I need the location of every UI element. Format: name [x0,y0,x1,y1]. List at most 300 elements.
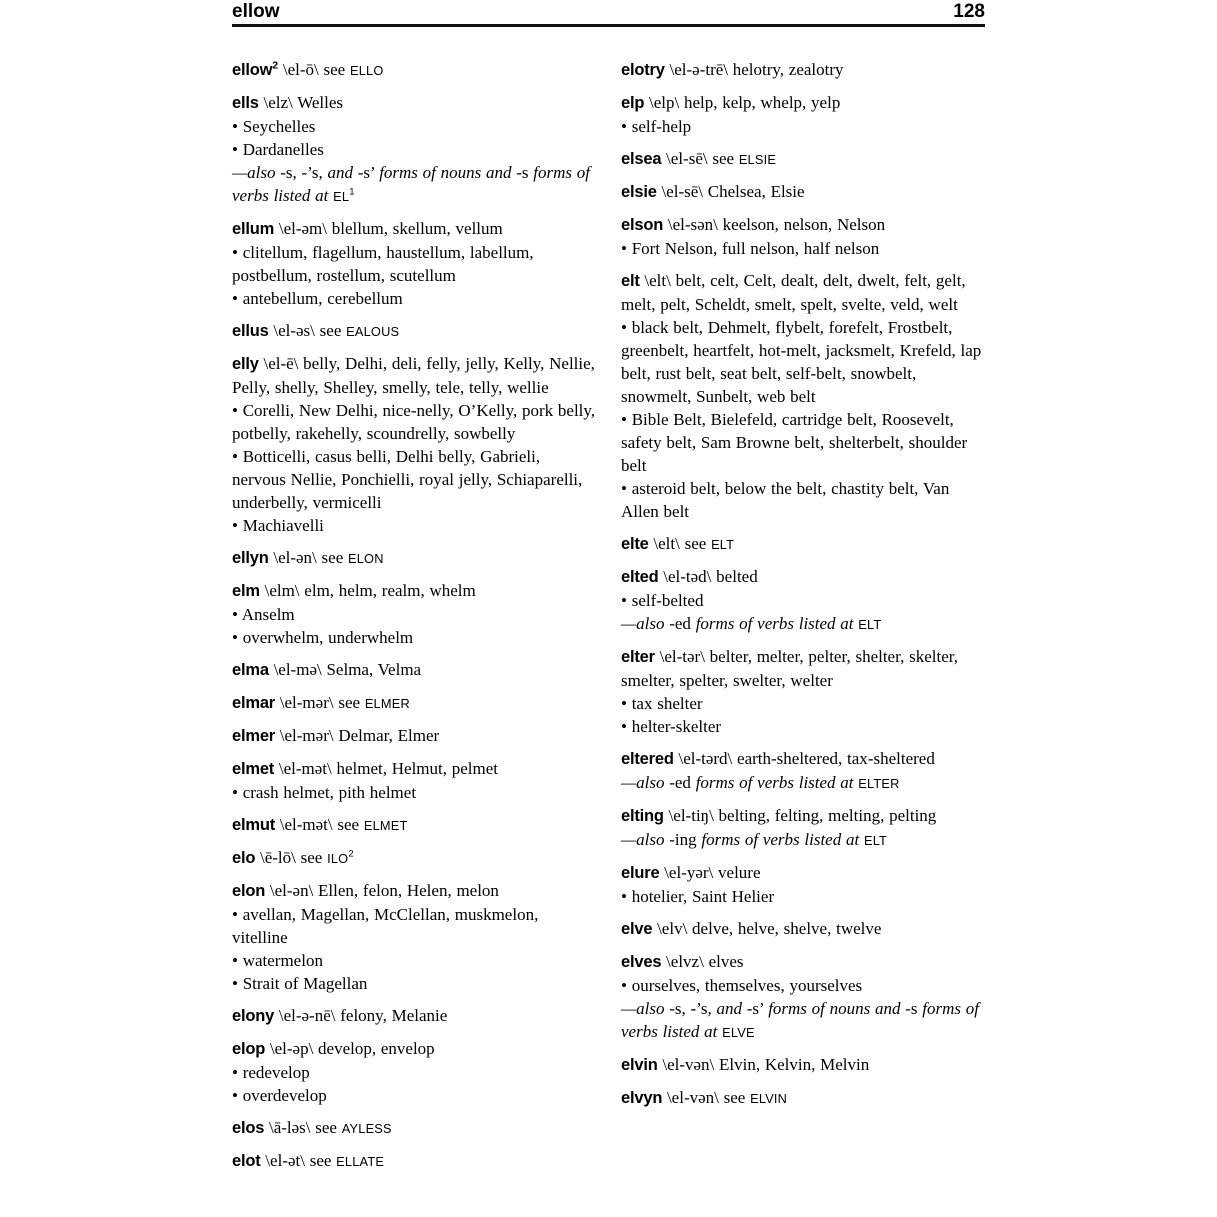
headword: elted [621,567,659,586]
body-text: avellan, Magellan, McClellan, muskmelon, vitelline [232,904,539,947]
headword: elvin [621,1055,658,1074]
headword: elma [232,660,269,679]
body-text: Selma, Velma [326,659,422,679]
headword: elot [232,1151,261,1170]
bullet-marker: • [232,782,243,802]
cross-reference: ELVE [722,1024,755,1040]
pronunciation: \el-ən\ [268,547,322,567]
body-text: overwhelm, underwhelm [242,627,414,647]
headword: elson [621,215,664,234]
bullet-marker: • [621,238,632,258]
body-text: elves [708,951,744,971]
entry-main-line [232,1149,597,1173]
entry-main-line [621,917,986,941]
headword: ellus [232,321,269,340]
dictionary-entry [621,861,986,908]
body-text: help, kelp, whelp, yelp [683,92,841,112]
body-text: see [321,547,348,567]
bullet-line [621,408,986,477]
body-text: belting, felting, melting, pelting [718,805,937,825]
entry-main-line [232,691,597,715]
entry-main-line [621,58,986,82]
entry-main-line [232,658,597,682]
headword: elmer [232,726,276,745]
body-text: watermelon [242,950,323,970]
pronunciation: \el-mər\ [275,725,339,745]
dictionary-entry [621,1053,986,1077]
body-text: -ing [669,829,702,849]
dictionary-entry [621,91,986,138]
bullet-line [621,589,986,612]
dictionary-entry [232,724,597,748]
pronunciation: \el-əs\ [268,320,320,340]
pronunciation: \el-ō\ [278,59,324,79]
body-text: asteroid belt, below the belt, chastity belt, Van Allen belt [621,478,950,521]
body-text: helotry, zealotry [732,59,844,79]
entry-main-line [621,565,986,589]
entry-main-line [232,1037,597,1061]
cross-reference: ELTER [858,775,900,791]
dictionary-entry [621,532,986,556]
headword: elos [232,1118,265,1137]
pronunciation: \el-tər\ [654,646,710,666]
body-text: Chelsea, Elsie [707,181,805,201]
italic-note-text: —also [621,998,670,1018]
bullet-line [232,138,597,161]
dictionary-entry [621,565,986,636]
pronunciation: \el-mət\ [274,758,337,778]
entry-main-line [621,861,986,885]
also-note-line [621,997,986,1044]
bullet-marker: • [232,288,243,308]
dictionary-entry [232,58,597,82]
body-text: see [323,59,350,79]
bullet-line [232,972,597,995]
dictionary-entry [232,546,597,570]
cross-reference: EALOUS [346,323,400,339]
body-text: helter-skelter [631,716,722,736]
dictionary-entry [232,1004,597,1028]
body-text: delve, helve, shelve, twelve [692,918,882,938]
headword: elsea [621,149,662,168]
cross-reference: ELMER [364,695,410,711]
bullet-marker: • [621,116,632,136]
body-text: -s, -’s, [280,162,328,182]
bullet-marker: • [621,886,632,906]
entry-main-line [232,319,597,343]
right-column [621,58,986,1182]
body-text: belter, melter, pelter, shelter, skelter, smelter, spelter, swelter, welter [621,646,958,690]
entry-main-line [232,879,597,903]
dictionary-entry [621,1086,986,1110]
body-text: tax shelter [631,693,703,713]
entry-main-line [621,1053,986,1077]
entry-main-line [232,757,597,781]
bullet-line [621,477,986,523]
pronunciation: \el-ē\ [258,353,304,373]
dictionary-entry [232,658,597,682]
also-note-line [621,612,986,636]
body-text: develop, envelop [318,1038,435,1058]
bullet-line [232,287,597,310]
bullet-marker: • [232,242,243,262]
italic-note-text: forms of verbs listed at [695,613,859,633]
body-text: see [309,1150,337,1170]
bullet-marker: • [621,693,632,713]
entry-main-line [232,91,597,115]
dictionary-entry [232,691,597,715]
dictionary-entry [232,1037,597,1107]
page-number: 128 [953,1,985,22]
headword: elm [232,581,260,600]
pronunciation: \el-mət\ [275,814,338,834]
dictionary-entry [621,950,986,1044]
also-note-line [232,161,597,208]
italic-note-text: forms of verbs listed at [621,998,980,1041]
bullet-line [232,1084,597,1107]
pronunciation: \el-sən\ [663,214,723,234]
headword: eltered [621,749,674,768]
pronunciation: \elz\ [258,92,298,112]
body-text: see [315,1117,342,1137]
cross-reference: ELVIN [750,1090,788,1106]
dictionary-entry [621,147,986,171]
bullet-line [621,885,986,908]
bullet-line [232,949,597,972]
headword: elter [621,647,655,666]
bullet-marker: • [232,627,243,647]
body-text: elm, helm, realm, whelm [304,580,476,600]
body-text: Seychelles [242,116,316,136]
bullet-marker: • [621,716,632,736]
italic-note-text: and [716,998,747,1018]
headword: elon [232,881,266,900]
headword: elmar [232,693,276,712]
bullet-marker: • [621,478,632,498]
body-text: Dardanelles [242,139,324,159]
body-text: Anselm [241,604,295,624]
dictionary-entry [621,269,986,523]
header-rule [232,24,985,27]
dictionary-entry [621,917,986,941]
entry-main-line [621,532,986,556]
headword: elves [621,952,662,971]
pronunciation: \elv\ [652,918,693,938]
dictionary-entry [232,879,597,995]
pronunciation: \ē-lō\ [255,847,301,867]
dictionary-entry [232,217,597,310]
headword: elure [621,863,660,882]
headword: ellow [232,60,273,79]
bullet-marker: • [232,116,243,136]
pronunciation: \el-ən\ [265,880,319,900]
cross-reference: AYLESS [341,1120,392,1136]
entry-main-line [621,147,986,171]
body-text: -s’ [357,162,380,182]
pronunciation: \el-təd\ [658,566,717,586]
dictionary-entry [232,579,597,649]
pronunciation: \el-vən\ [662,1087,724,1107]
bullet-line [621,974,986,997]
body-text: helmet, Helmut, pelmet [336,758,498,778]
pronunciation: \el-vən\ [657,1054,720,1074]
body-text: belted [716,566,758,586]
italic-note-text: forms of verbs listed at [701,829,864,849]
body-text: see [723,1087,751,1107]
bullet-marker: • [232,604,242,624]
guide-word: ellow [232,1,280,22]
body-text: hotelier, Saint Helier [631,886,775,906]
body-text: keelson, nelson, Nelson [722,214,886,234]
cross-reference: ELLATE [336,1153,385,1169]
bullet-line [232,603,597,626]
dictionary-entry [232,352,597,537]
entry-main-line [621,950,986,974]
pronunciation: \el-sē\ [661,148,713,168]
dictionary-entry [621,213,986,260]
entry-main-line [621,180,986,204]
body-text: Welles [297,92,344,112]
italic-note-text: forms of verbs listed at [232,162,591,205]
dictionary-entry [621,747,986,795]
entry-main-line [621,91,986,115]
dictionary-entry [232,757,597,804]
pronunciation: \ā-ləs\ [264,1117,316,1137]
cross-reference: ELLO [349,62,384,78]
entry-main-line [621,269,986,316]
dictionary-entry [232,319,597,343]
bullet-marker: • [621,975,632,995]
entry-main-line [232,58,597,82]
pronunciation: \el-ə-trē\ [664,59,733,79]
dictionary-entry [232,813,597,837]
bullet-marker: • [232,904,243,924]
entry-main-line [621,645,986,692]
bullet-marker: • [232,139,243,159]
headword: elop [232,1039,266,1058]
body-text: Ellen, felon, Helen, melon [318,880,499,900]
pronunciation: \el-mə\ [268,659,327,679]
dictionary-entry [621,180,986,204]
dictionary-page [232,0,985,1182]
cross-reference: ILO [327,850,349,866]
body-text: -s [516,162,534,182]
body-text: blellum, skellum, vellum [331,218,503,238]
body-text: Strait of Magellan [242,973,368,993]
pronunciation: \el-ət\ [260,1150,310,1170]
headword: elotry [621,60,665,79]
cross-reference: ELT [863,832,888,848]
dictionary-entry [621,645,986,738]
dictionary-entry [232,1149,597,1173]
body-text: see [300,847,328,867]
cross-reference: ELT [711,536,735,552]
body-text: crash helmet, pith helmet [242,782,417,802]
body-text: -s [905,998,923,1018]
bullet-marker: • [621,409,632,429]
pronunciation: \el-əp\ [265,1038,319,1058]
bullet-marker: • [232,973,243,993]
headword: ells [232,93,259,112]
italic-note-text: forms of nouns and [379,162,517,182]
pronunciation: \elm\ [259,580,305,600]
bullet-line [621,237,986,260]
pronunciation: \el-əm\ [274,218,332,238]
body-text: -s, -’s, [669,998,717,1018]
bullet-marker: • [232,950,243,970]
pronunciation: \el-tərd\ [673,748,738,768]
dictionary-entry [621,804,986,852]
body-text: belt, celt, Celt, dealt, delt, dwelt, felt, gelt, melt, pelt, Scheldt, smelt, spelt, svelte, veld, welt [621,270,966,314]
headword: elt [621,271,640,290]
pronunciation: \elt\ [639,270,676,290]
headword: elo [232,848,256,867]
bullet-marker: • [621,317,632,337]
pronunciation: \el-mər\ [275,692,339,712]
italic-note-text: forms of nouns and [768,998,906,1018]
bullet-line [232,445,597,514]
body-text: see [338,692,365,712]
body-text: clitellum, flagellum, haustellum, labellum, postbellum, rostellum, scutellum [232,242,534,285]
pronunciation: \elt\ [648,533,685,553]
bullet-line [621,692,986,715]
headword: elmut [232,815,276,834]
cross-reference: EL [333,188,350,204]
bullet-line [232,241,597,287]
bullet-line [232,626,597,649]
columns-container [232,58,985,1182]
bullet-line [232,903,597,949]
also-note-line [621,828,986,852]
cross-reference: ELMET [363,817,408,833]
entry-main-line [232,579,597,603]
headword: elmet [232,759,275,778]
cross-reference: ELT [858,616,882,632]
dictionary-entry [232,91,597,208]
body-text: see [319,320,347,340]
body-text: Elvin, Kelvin, Melvin [719,1054,870,1074]
body-text: ourselves, themselves, yourselves [631,975,863,995]
body-text: see [337,814,364,834]
headword: elte [621,534,649,553]
pronunciation: \el-ə-nē\ [274,1005,341,1025]
entry-main-line [232,813,597,837]
body-text: Delmar, Elmer [338,725,440,745]
body-text: Fort Nelson, full nelson, half nelson [631,238,880,258]
dictionary-entry [232,846,597,870]
bullet-line [232,1061,597,1084]
entry-main-line [232,724,597,748]
italic-note-text: —also [232,162,281,182]
bullet-marker: • [232,1062,243,1082]
cross-reference: ELON [348,550,384,566]
body-text: self-help [631,116,692,136]
headword: elsie [621,182,657,201]
dictionary-entry [232,1116,597,1140]
body-text: Botticelli, casus belli, Delhi belly, Gabrieli, nervous Nellie, Ponchielli, royal jelly, Schiaparelli, underbelly, vermicelli [232,446,583,512]
entry-main-line [232,846,597,870]
page-header [232,2,985,24]
body-text: earth-sheltered, tax-sheltered [737,748,935,768]
headword: elp [621,93,645,112]
headword: elony [232,1006,275,1025]
entry-main-line [232,1004,597,1028]
body-text: see [712,148,739,168]
body-text: redevelop [242,1062,310,1082]
headword: elve [621,919,653,938]
bullet-line [232,781,597,804]
body-text: self-belted [631,590,704,610]
body-text: black belt, Dehmelt, flybelt, forefelt, Frostbelt, greenbelt, heartfelt, hot-melt, jacksmelt, Krefeld, lap belt, rust belt, seat belt, self-belt, snowbelt, snowmelt, Sunbelt, web belt [621,317,982,406]
also-note-line [621,771,986,795]
pronunciation: \elvz\ [661,951,709,971]
body-text: Bible Belt, Bielefeld, cartridge belt, Roosevelt, safety belt, Sam Browne belt, shelterbelt, shoulder belt [621,409,968,475]
body-text: Corelli, New Delhi, nice-nelly, O’Kelly, pork belly, potbelly, rakehelly, scoundrelly, sowbelly [232,400,596,443]
entry-main-line [232,352,597,399]
entry-main-line [621,804,986,828]
bullet-marker: • [232,400,243,420]
italic-note-text: —also [621,829,670,849]
cross-reference-superscript: 2 [348,847,354,859]
italic-note-text: and [327,162,358,182]
body-text: overdevelop [242,1085,327,1105]
body-text: -ed [669,613,696,633]
body-text: -s’ [746,998,769,1018]
pronunciation: \elp\ [644,92,684,112]
italic-note-text: —also [621,772,670,792]
bullet-marker: • [232,446,243,466]
bullet-line [232,115,597,138]
headword: ellum [232,219,275,238]
body-text: antebellum, cerebellum [242,288,403,308]
headword: elvyn [621,1088,663,1107]
pronunciation: \el-tiŋ\ [663,805,719,825]
bullet-marker: • [232,1085,243,1105]
body-text: see [684,533,712,553]
cross-reference-superscript: 1 [349,185,355,197]
entry-main-line [621,213,986,237]
headword: elting [621,806,664,825]
dictionary-entry [621,58,986,82]
italic-note-text: —also [621,613,670,633]
body-text: Machiavelli [242,515,324,535]
headword: ellyn [232,548,269,567]
cross-reference: ELSIE [738,151,777,167]
left-column [232,58,597,1182]
body-text: belly, Delhi, deli, felly, jelly, Kelly, Nellie, Pelly, shelly, Shelley, smelly, tele, telly, wellie [232,353,595,397]
entry-main-line [232,1116,597,1140]
bullet-line [232,514,597,537]
bullet-line [232,399,597,445]
pronunciation: \el-yər\ [659,862,719,882]
entry-main-line [232,546,597,570]
bullet-marker: • [621,590,632,610]
body-text: felony, Melanie [340,1005,448,1025]
entry-main-line [232,217,597,241]
entry-main-line [621,1086,986,1110]
bullet-line [621,316,986,408]
pronunciation: \el-sē\ [656,181,708,201]
headword: elly [232,354,259,373]
entry-main-line [621,747,986,771]
bullet-line [621,715,986,738]
headword-superscript: 2 [272,58,279,71]
body-text: velure [718,862,761,882]
italic-note-text: forms of verbs listed at [695,772,859,792]
body-text: -ed [669,772,696,792]
bullet-line [621,115,986,138]
bullet-marker: • [232,515,243,535]
